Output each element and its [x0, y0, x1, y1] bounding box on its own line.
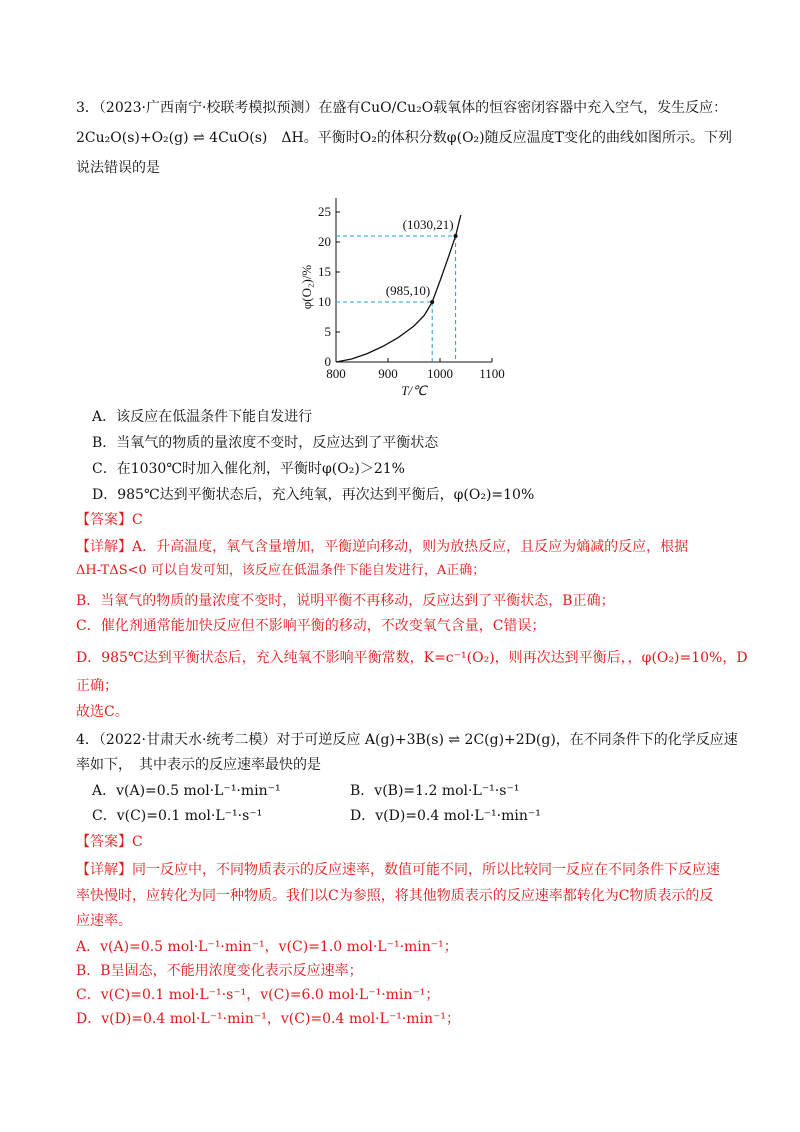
q3-option-c: C．在1030℃时加入催化剂，平衡时φ(O₂)＞21%	[92, 461, 405, 477]
q4-option-b: B．v(B)=1.2 mol·L⁻¹·s⁻¹	[350, 783, 520, 799]
q3-explanation-line-1: 【详解】A．升高温度，氧气含量增加，平衡逆向移动，则为放热反应，且反应为熵减的反应，根据	[76, 539, 689, 555]
q3-explanation-line-6: 正确；	[76, 678, 118, 694]
q4-option-a: A．v(A)=0.5 mol·L⁻¹·min⁻¹	[92, 783, 281, 799]
q3-stem-line-1: 3．（2023·广西南宁·校联考模拟预测）在盛有CuO/Cu₂O载氧体的恒容密闭容器中充入空气，发生反应：	[76, 100, 728, 116]
q4-stem-line-2: 率如下， 其中表示的反应速率最快的是	[76, 757, 321, 773]
y-tick-label: 10	[318, 294, 331, 309]
point-label: (1030,21)	[402, 217, 454, 232]
y-axis-label: φ(O₂)/%	[299, 264, 314, 310]
data-point	[430, 300, 434, 304]
q3-answer: 【答案】C	[76, 512, 143, 528]
x-axis-label: T/℃	[401, 383, 427, 398]
q3-option-d: D．985℃达到平衡状态后，充入纯氧，再次达到平衡后，φ(O₂)=10%	[92, 487, 535, 503]
q4-stem-line-1: 4．（2022·甘肃天水·统考二模）对于可逆反应 A(g)+3B(s) ⇌ 2C(g)+2D(g)，在不同条件下的化学反应速	[76, 732, 738, 748]
q3-explanation-line-5: D．985℃达到平衡状态后，充入纯氧不影响平衡常数，K=c⁻¹(O₂)，则再次达到平衡后，，φ(O₂)=10%，D	[76, 650, 748, 666]
q3-explanation-line-3: B．当氧气的物质的量浓度不变时，说明平衡不再移动，反应达到了平衡状态，B正确；	[76, 593, 615, 609]
q3-stem-line-3: 说法错误的是	[76, 160, 160, 176]
q4-option-d: D．v(D)=0.4 mol·L⁻¹·min⁻¹	[350, 808, 541, 824]
q4-explanation-line-1: 【详解】同一反应中，不同物质表示的反应速率，数值可能不同，所以比较同一反应在不同条件下反应速	[76, 862, 720, 878]
q4-explanation-line-7: D．v(D)=0.4 mol·L⁻¹·min⁻¹，v(C)=0.4 mol·L⁻¹·min⁻¹；	[76, 1011, 461, 1027]
q3-explanation-line-7: 故选C。	[76, 704, 129, 720]
x-tick-label: 900	[378, 366, 398, 381]
q3-explanation-line-2: ΔH-TΔS<0 可以自发可知，该反应在低温条件下能自发进行，A正确；	[76, 563, 486, 578]
q4-explanation-line-3: 应速率。	[76, 913, 132, 929]
q4-option-c: C．v(C)=0.1 mol·L⁻¹·s⁻¹	[92, 808, 263, 824]
point-label: (985,10)	[385, 283, 431, 298]
q4-explanation-line-5: B．B呈固态，不能用浓度变化表示反应速率；	[76, 963, 363, 979]
x-tick-label: 1000	[427, 366, 453, 381]
y-tick-label: 20	[318, 234, 331, 249]
y-tick-label: 0	[324, 354, 331, 369]
y-tick-label: 15	[318, 264, 331, 279]
q4-explanation-line-2: 率快慢时，应转化为同一种物质。我们以C为参照，将其他物质表示的反应速率都转化为C物质表示的反	[76, 888, 714, 904]
q4-explanation-line-4: A．v(A)=0.5 mol·L⁻¹·min⁻¹，v(C)=1.0 mol·L⁻¹·min⁻¹；	[76, 939, 458, 955]
q4-answer: 【答案】C	[76, 834, 143, 850]
y-tick-label: 5	[324, 324, 331, 339]
q3-stem-line-2: 2Cu₂O(s)+O₂(g) ⇌ 4CuO(s) ΔH。平衡时O₂的体积分数φ(O₂)随反应温度T变化的曲线如图所示。下列	[76, 130, 732, 146]
curve-line	[336, 215, 461, 362]
x-tick-label: 1100	[479, 366, 505, 381]
data-point	[454, 234, 458, 238]
y-tick-label: 25	[318, 204, 331, 219]
q3-option-a: A．该反应在低温条件下能自发进行	[92, 409, 313, 425]
q3-option-b: B．当氧气的物质的量浓度不变时，反应达到了平衡状态	[92, 435, 439, 451]
x-tick-label: 800	[326, 366, 346, 381]
q4-explanation-line-6: C．v(C)=0.1 mol·L⁻¹·s⁻¹，v(C)=6.0 mol·L⁻¹·min⁻¹；	[76, 987, 440, 1003]
q3-explanation-line-4: C．催化剂通常能加快反应但不影响平衡的移动，不改变氧气含量，C错误；	[76, 618, 546, 634]
